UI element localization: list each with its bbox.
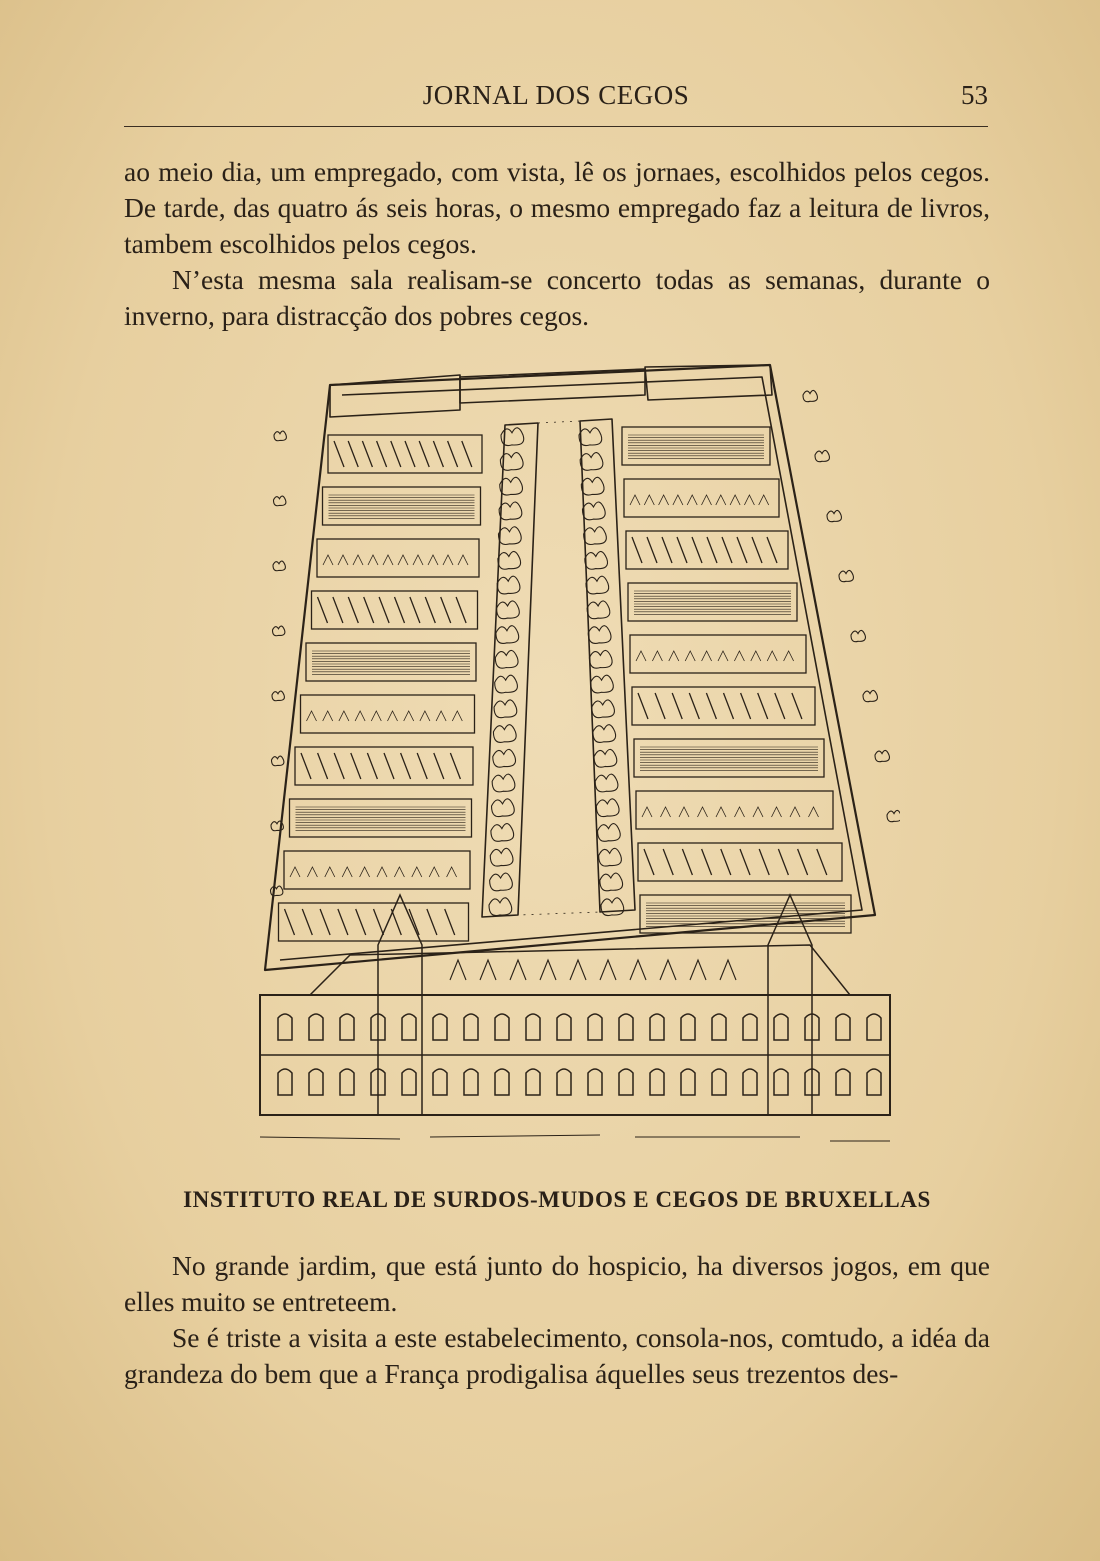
figure-caption: INSTITUTO REAL DE SURDOS-MUDOS E CEGOS DE BRUXELLAS — [183, 1187, 931, 1212]
institute-engraving — [250, 355, 900, 1155]
paragraph: Se é triste a visita a este estabelecimento, consola-nos, comtudo, a idéa da grandeza do bem que a França prodigalisa áquelles seus trezentos des- — [124, 1322, 990, 1389]
paragraph: No grande jardim, que está junto do hospicio, ha diversos jogos, em que elles muito se entreteem. — [124, 1250, 990, 1317]
paragraph: ao meio dia, um empregado, com vista, lê os jornaes, escolhidos pelos cegos. De tarde, das quatro ás seis horas, o mesmo empregado faz a leitura de livros, tambem escolhidos pelos cegos. — [124, 156, 990, 259]
running-title: JORNAL DOS CEGOS — [422, 80, 690, 110]
page-header — [124, 80, 988, 120]
page-number: 53 — [961, 80, 988, 110]
paragraph: N’esta mesma sala realisam-se concerto todas as semanas, durante o inverno, para distracção dos pobres cegos. — [124, 264, 990, 331]
top-text — [124, 154, 990, 334]
bottom-text — [124, 1248, 990, 1392]
header-rule — [124, 126, 988, 127]
